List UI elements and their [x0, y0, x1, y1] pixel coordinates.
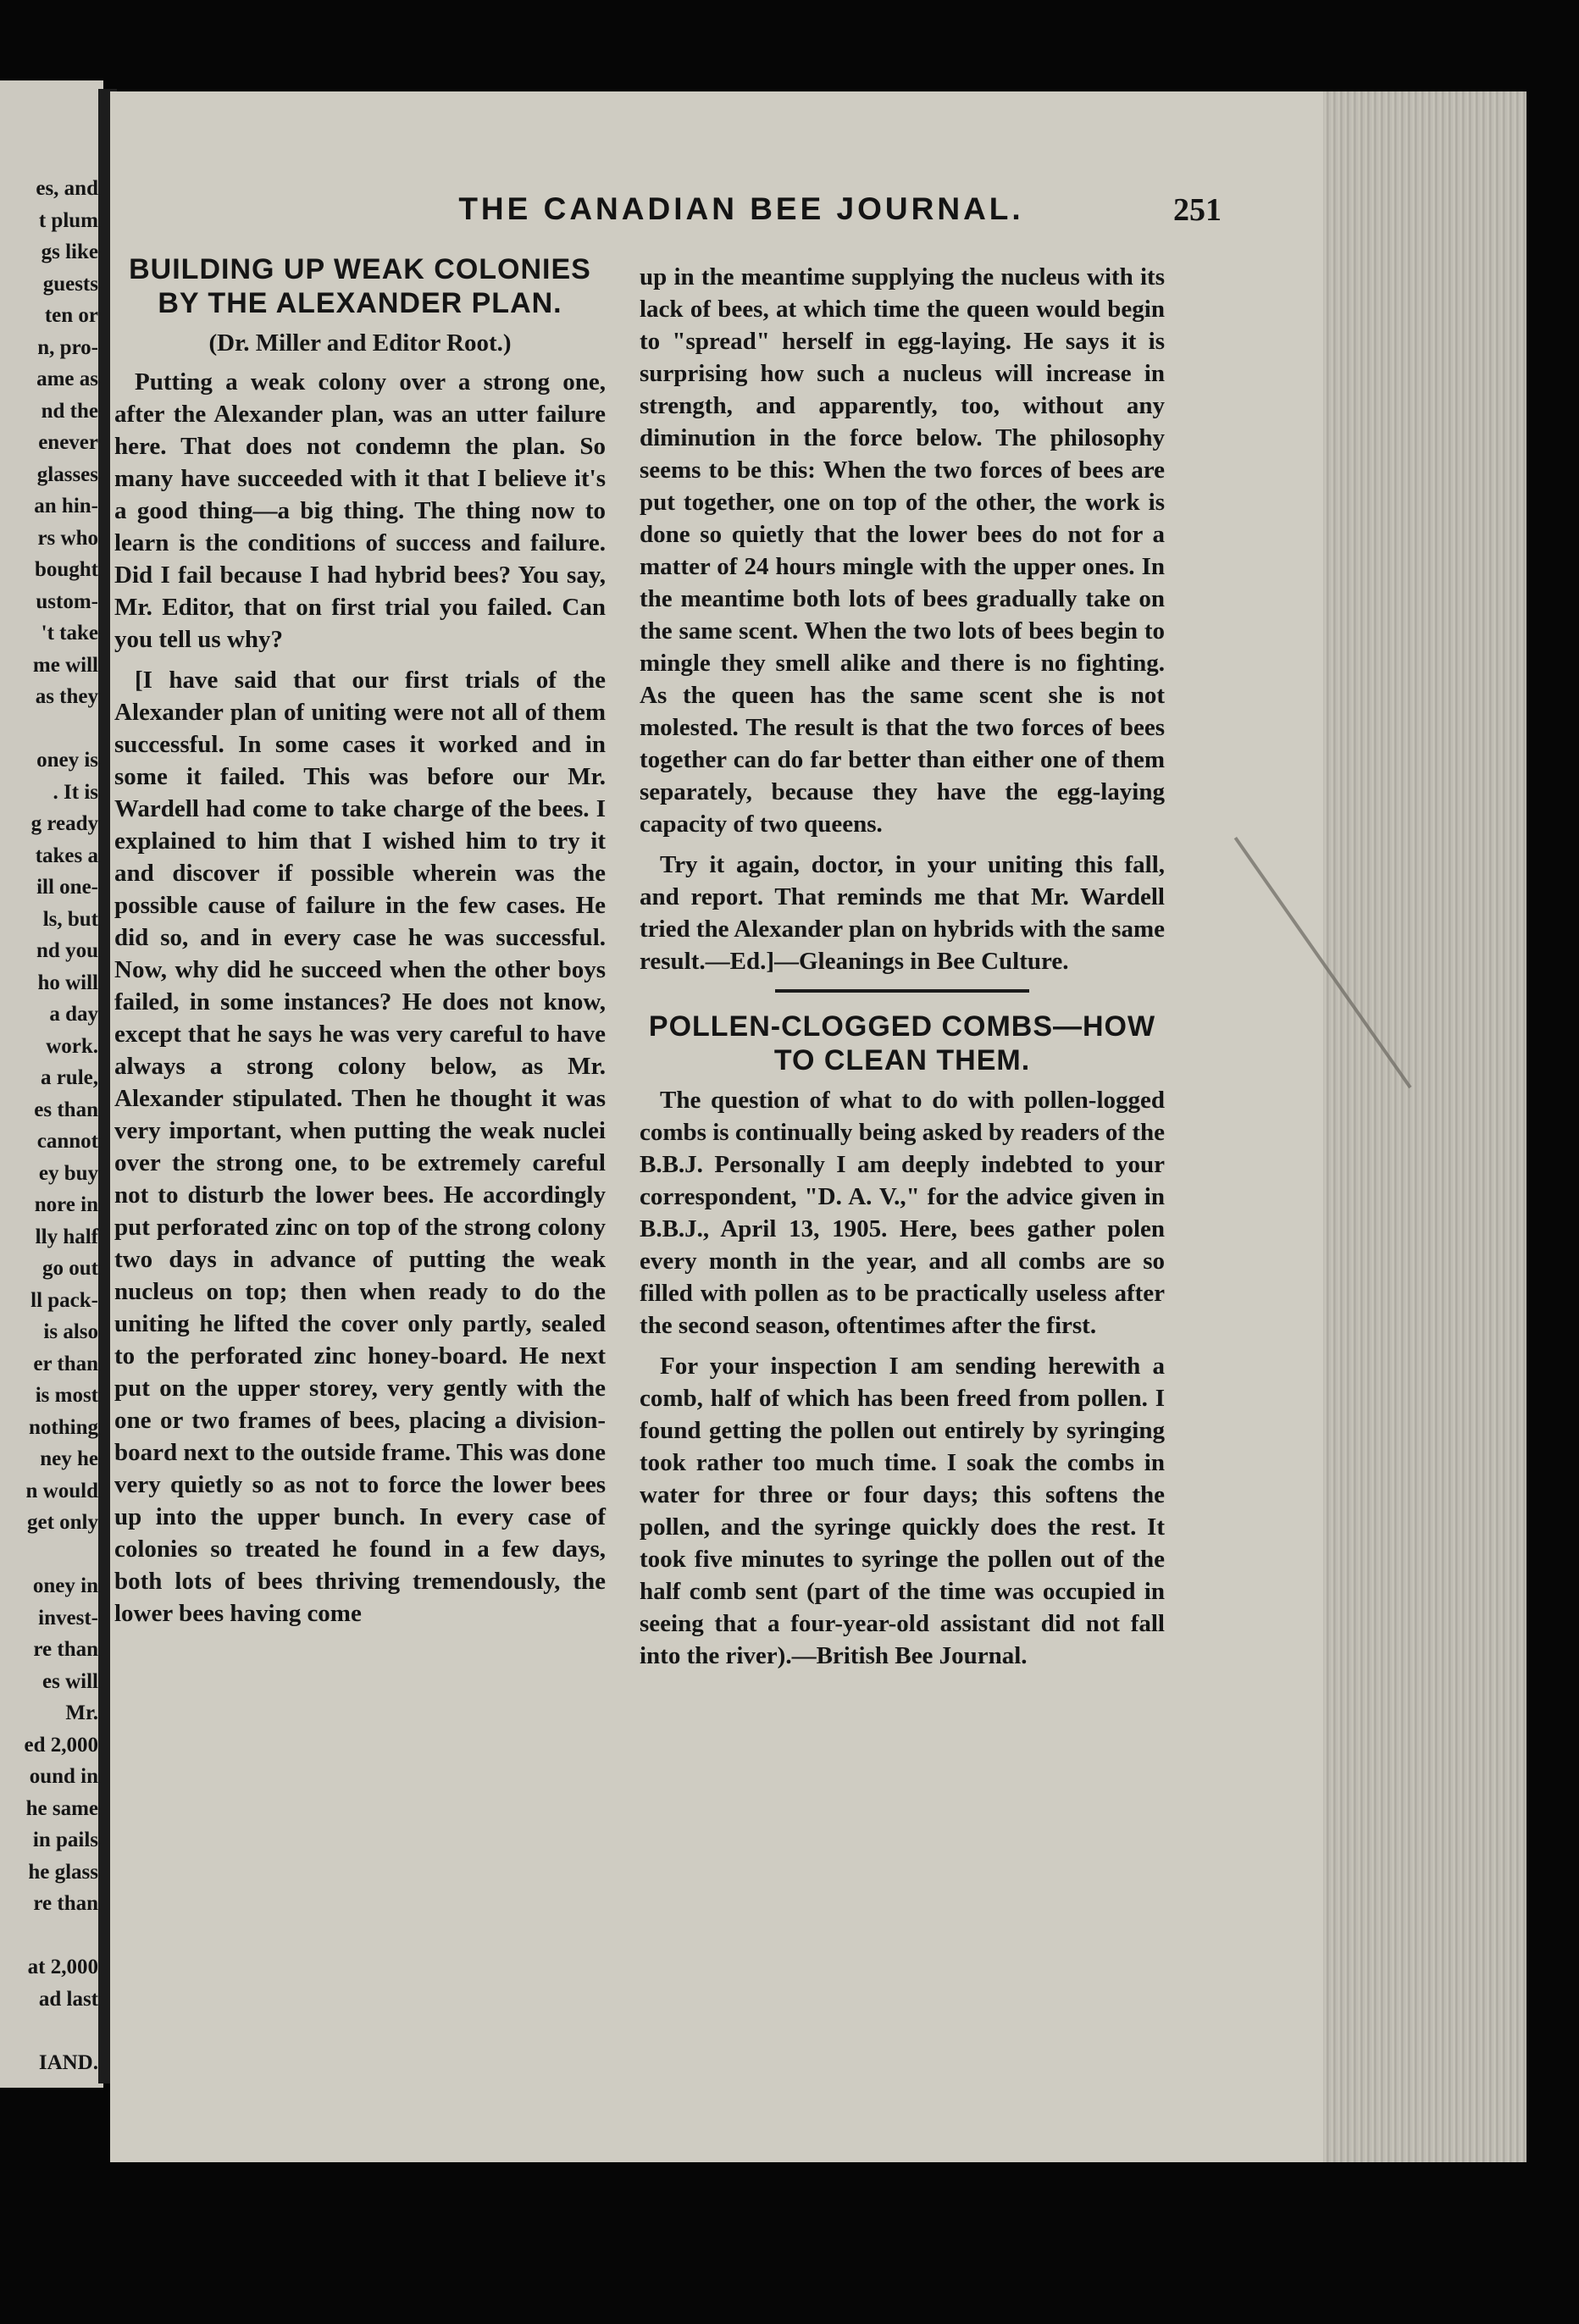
article-title: POLLEN-CLOGGED COMBS—HOW TO CLEAN THEM.	[648, 1010, 1156, 1076]
strip-line: ney he	[40, 1447, 98, 1470]
strip-line: get only	[26, 1511, 98, 1534]
strip-line: gs like	[41, 241, 98, 263]
strip-line: ey buy	[38, 1161, 98, 1185]
strip-line: he same	[25, 1796, 98, 1820]
strip-line: rs who	[37, 526, 98, 550]
page-number: 251	[1173, 192, 1222, 228]
strip-line: lly half	[35, 1225, 98, 1248]
strip-line: at 2,000	[27, 1956, 98, 1978]
strip-line: oney is	[36, 749, 98, 772]
strip-line: n would	[25, 1479, 98, 1502]
strip-line: as they	[35, 685, 98, 708]
paragraph: Try it again, doctor, in your uniting this fall, and report. That reminds me that Mr. Wardell tried the Alexander plan on hybrids with the same result.—Ed.]—Gleanings in Bee Culture.	[640, 851, 1165, 975]
strip-line: he glass	[28, 1860, 98, 1884]
strip-line: is most	[35, 1384, 98, 1407]
strip-line: ls, but	[42, 907, 98, 931]
strip-line: t plum	[38, 208, 98, 232]
strip-line: glasses	[36, 462, 98, 486]
strip-line: ll pack-	[30, 1288, 98, 1312]
paragraph: up in the meantime supplying the nucleus with its lack of bees, at which time the queen would begin to "spread" herself in egg-laying. He says it is surprising how such a nucleus will increase in strength, and apparently, too, without any diminution in the force below. The philosophy seems to be this: When the two forces of bees are put together, one on top of the other, the work is done so quietly that the lower bees do not for a matter of 24 hours mingle with the upper ones. In the meantime both lots of bees gradually take on the same scent. When the two lots of bees begin to mingle they smell alike and there is no fighting. As the queen has the same scent she is not molested. The result is that the two forces of bees together can do far better than either one of them separately, because they have the egg-laying capacity of two queens.	[640, 263, 1165, 838]
article-byline: (Dr. Miller and Editor Root.)	[208, 329, 512, 357]
strip-line: takes a	[35, 844, 98, 867]
strip-line: . It is	[53, 780, 98, 804]
strip-line: guests	[42, 272, 98, 296]
facing-page-strip	[0, 80, 103, 2088]
strip-line: es than	[34, 1098, 98, 1121]
strip-line: bought	[34, 558, 98, 581]
strip-line: IAND.	[38, 2050, 98, 2074]
strip-line: er than	[33, 1352, 98, 1375]
strip-line: es will	[42, 1669, 98, 1693]
strip-line: nd the	[41, 399, 98, 423]
running-head: THE CANADIAN BEE JOURNAL.	[458, 191, 1024, 226]
strip-line: ho will	[37, 971, 98, 994]
strip-line: is also	[43, 1320, 98, 1343]
strip-line: nothing	[29, 1415, 98, 1439]
strip-line: invest-	[38, 1606, 98, 1630]
strip-line: ten or	[44, 304, 98, 327]
strip-line: ill one-	[36, 876, 98, 899]
paragraph: The question of what to do with pollen-logged combs is continually being asked by readers of the B.B.J. Personally I am deeply indebted to your correspondent, "D. A. V.," for the advice given in B.B.J., April 13, 1905. Here, bees gather polen every month in the year, and all combs are so filled with pollen as to be practically useless after the second season, oftentimes after the first.	[640, 1087, 1165, 1339]
page-edges	[1323, 91, 1526, 2162]
strip-line: 't take	[41, 622, 98, 645]
strip-line: re than	[33, 1638, 98, 1661]
paragraph: [I have said that our first trials of the Alexander plan of uniting were not all of them successful. In some cases it worked and in some it failed. This was before our Mr. Wardell had come to take charge of the bees. I explained to him that I wished him to try it and discover if possible wherein was the possible cause of failure in the few cases. He did so, and in every case he was successful. Now, why did he succeed when the other boys failed, in some instances? He does not know, except that he says he was very careful to have always a strong colony below, as Mr. Alexander stipulated. Then he thought it was very important, when putting the weak nuclei over the strong one, to be extremely careful not to disturb the lower bees. He accordingly put perforated zinc on top of the strong colony two days in advance of putting the weak nucleus on top; then when ready to do the uniting he lifted the cover only partly, sealed to the perforated zinc honey-board. He next put on the upper storey, very gently with the one or two frames of bees, placing a division-board next to the outside frame. This was done very quietly so as not to force the lower bees up into the upper bunch. In every case of colonies so treated he found in a few days, both lots of bees thriving tremendously, the lower bees having come	[114, 667, 606, 1627]
strip-line: a rule,	[40, 1066, 98, 1089]
strip-line: go out	[42, 1257, 98, 1280]
strip-line: nd you	[36, 939, 98, 962]
strip-line: es, and	[36, 177, 98, 200]
strip-line: ad last	[38, 1987, 98, 2011]
strip-line: ed 2,000	[24, 1733, 98, 1757]
strip-line: in pails	[32, 1829, 98, 1851]
right-column	[640, 261, 1165, 1680]
paragraph: Putting a weak colony over a strong one, after the Alexander plan, was an utter failure here. That does not condemn the plan. So many have succeeded with it that I believe it's a good thing—a big thing. The thing now to learn is the conditions of success and failure. Did I fail because I had hybrid bees? You say, Mr. Editor, that on first trial you failed. Can you tell us why?	[114, 368, 606, 653]
strip-line: oney in	[32, 1574, 98, 1597]
strip-line: enever	[38, 431, 98, 454]
strip-line: ound in	[29, 1765, 98, 1788]
paragraph: For your inspection I am sending herewith a comb, half of which has been freed from pollen. I found getting the pollen out entirely by syringing took rather too much time. I soak the combs in water for three or four days; this softens the pollen, and the syringe quickly does the rest. It took five minutes to syringe the pollen out of the half comb sent (part of the time was occupied in seeing that a four-year-old assistant did not fall into the river).—British Bee Journal.	[640, 1353, 1165, 1669]
strip-line: a day	[49, 1003, 98, 1026]
strip-line: me will	[32, 653, 98, 677]
article-title: BUILDING UP WEAK COLONIES BY THE ALEXANDER PLAN.	[129, 253, 591, 319]
strip-line: work.	[46, 1034, 98, 1058]
left-column	[114, 252, 606, 1638]
strip-line: ame as	[36, 368, 98, 390]
strip-line: an hin-	[34, 495, 98, 517]
strip-line: re than	[33, 1892, 98, 1915]
strip-line: nore in	[34, 1193, 98, 1216]
strip-line: cannot	[36, 1130, 98, 1153]
strip-line: n, pro-	[37, 335, 98, 359]
strip-line: Mr.	[65, 1702, 98, 1724]
section-divider	[775, 989, 1029, 993]
strip-line: ustom-	[36, 589, 98, 613]
scanned-page	[110, 91, 1526, 2162]
strip-line: g ready	[30, 812, 98, 835]
